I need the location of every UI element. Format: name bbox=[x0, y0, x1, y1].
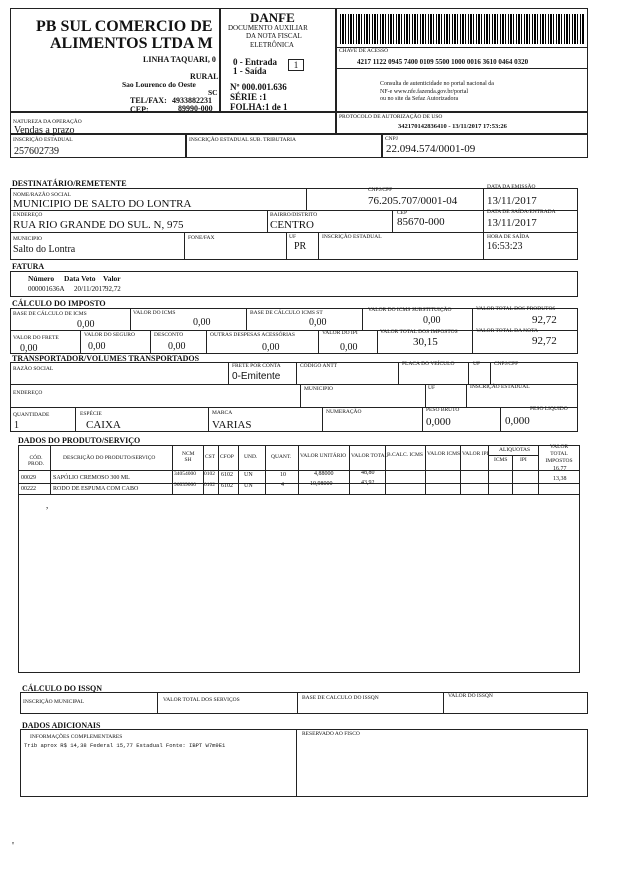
col-qtd: QUANT. bbox=[271, 454, 292, 460]
danfe-tipo-box: 1 bbox=[288, 59, 304, 71]
emitente-uf: SC bbox=[208, 88, 218, 97]
bc-st-value: 0,00 bbox=[309, 317, 327, 328]
col-vipi: VALOR IPI bbox=[462, 451, 489, 457]
danfe-title: DANFE bbox=[250, 10, 295, 25]
col-aliq-ipi: IPI bbox=[520, 457, 527, 463]
issqn-bc-label: BASE DE CALCULO DO ISSQN bbox=[302, 695, 379, 701]
natureza-value: Vendas a prazo bbox=[14, 125, 75, 136]
stray-mark: , bbox=[46, 500, 49, 510]
dest-nome-value: MUNICIPIO DE SALTO DO LONTRA bbox=[13, 198, 192, 210]
bc-icms-value: 0,00 bbox=[77, 319, 95, 330]
chave-value: 4217 1122 0945 7400 0109 5500 1000 0016 3610 0464 0320 bbox=[357, 58, 529, 66]
emitente-cep-label: CEP: bbox=[130, 105, 149, 114]
transp-endereco-label: ENDEREÇO bbox=[13, 390, 43, 396]
dest-emissao-value: 13/11/2017 bbox=[487, 195, 537, 207]
adicionais-fisco-label: RESERVADO AO FISCO bbox=[302, 731, 360, 737]
transp-frete-value: 0-Emitente bbox=[232, 371, 281, 382]
col-vtotimp: VALOR TOTAL IMPOSTOS bbox=[545, 444, 573, 465]
transp-razao-label: RAZÃO SOCIAL bbox=[13, 366, 54, 372]
protocolo-label: PROTOCOLO DE AUTORIZAÇÃO DE USO bbox=[339, 114, 443, 120]
transp-qtd-label: QUANTIDADE bbox=[13, 412, 50, 418]
transp-ie-label: INSCRIÇÃO ESTADUAL bbox=[470, 384, 530, 390]
transp-num-label: NUMERAÇÃO bbox=[326, 409, 362, 415]
frete-value: 0,00 bbox=[20, 343, 38, 354]
col-aliq-icms: ICMS bbox=[494, 457, 508, 463]
dest-uf-label: UF bbox=[289, 234, 297, 240]
transp-section-title: TRANSPORTADOR/VOLUMES TRANSPORTADOS bbox=[12, 354, 200, 363]
desconto-label: DESCONTO bbox=[154, 332, 184, 338]
row2-imp: 13,38 bbox=[553, 476, 567, 482]
outras-label: OUTRAS DESPESAS ACESSÓRIAS bbox=[210, 332, 295, 338]
ipi-label: VALOR DO IPI bbox=[322, 330, 358, 336]
row1-qtd: 10 bbox=[280, 472, 286, 478]
dest-cnpj-value: 76.205.707/0001-04 bbox=[368, 195, 458, 207]
dest-bairro-value: CENTRO bbox=[270, 219, 314, 231]
transp-qtd-value: 1 bbox=[14, 420, 19, 431]
natureza-label: NATUREZA DA OPERAÇÃO bbox=[13, 119, 82, 125]
col-vunit: VALOR UNITÁRIO bbox=[300, 453, 347, 459]
col-cst: CST bbox=[205, 454, 216, 460]
frete-label: VALOR DO FRETE bbox=[13, 335, 59, 341]
tot-imp-value: 30,15 bbox=[413, 336, 438, 348]
dest-ie-label: INSCRIÇÃO ESTADUAL bbox=[322, 234, 382, 240]
v-icms-value: 0,00 bbox=[193, 317, 211, 328]
dest-endereco-label: ENDEREÇO bbox=[13, 212, 43, 218]
danfe-numero: Nº 000.001.636 bbox=[230, 82, 287, 92]
transp-marca-label: MARCA bbox=[212, 410, 233, 416]
dest-hora-label: HORA DE SAÍDA bbox=[487, 234, 530, 240]
tot-nota-label: VALOR TOTAL DA NOTA bbox=[476, 328, 539, 334]
barcode-image bbox=[340, 14, 585, 44]
row2-cod: 00222 bbox=[21, 486, 36, 492]
transp-uf-label: UF bbox=[473, 361, 481, 367]
produtos-section-title: DADOS DO PRODUTO/SERVIÇO bbox=[18, 436, 141, 445]
fatura-venc: 20/11/2017 bbox=[74, 285, 106, 293]
v-st-value: 0,00 bbox=[423, 315, 441, 326]
transp-uf2-label: UF bbox=[428, 385, 436, 391]
imposto-section-title: CÁLCULO DO IMPOSTO bbox=[12, 299, 106, 308]
v-prod-value: 92,72 bbox=[532, 314, 557, 326]
consulta-line-3: ou no site da Sefaz Autorizadora bbox=[380, 96, 459, 102]
ie-st-label: INSCRIÇÃO ESTADUAL SUB. TRIBUTARIA bbox=[189, 137, 296, 143]
ie-value: 257602739 bbox=[14, 146, 59, 157]
emitente-telfax: 4933882231 bbox=[172, 96, 212, 105]
col-cod: CÓD. PROD. bbox=[27, 455, 45, 467]
outras-value: 0,00 bbox=[262, 342, 280, 353]
v-prod-label: VALOR TOTAL DOS PRODUTOS bbox=[476, 306, 556, 312]
issqn-section-title: CÁLCULO DO ISSQN bbox=[22, 684, 103, 693]
transp-bruto-label: PESO BRUTO bbox=[426, 407, 460, 413]
fatura-numero: 000001636A bbox=[28, 285, 65, 293]
col-cfop: CFOP bbox=[220, 454, 234, 460]
transp-placa-label: PLACA DO VEÍCULO bbox=[402, 361, 455, 367]
row2-cfop: 6102 bbox=[221, 483, 233, 489]
transp-marca-value: VARIAS bbox=[212, 419, 252, 431]
transp-liquido-value: 0,000 bbox=[505, 415, 530, 427]
row2-cst: 0102 bbox=[204, 482, 215, 488]
dest-nome-label: NOME/RAZÃO SOCIAL bbox=[13, 192, 71, 198]
row2-vtot: 43,92 bbox=[361, 480, 375, 486]
row1-cod: 00029 bbox=[21, 475, 36, 481]
row2-desc: RODO DE ESPUMA COM CABO bbox=[53, 486, 139, 492]
transp-liquido-label: PESO LIQUIDO bbox=[530, 406, 568, 412]
transp-especie-label: ESPÉCIE bbox=[80, 411, 102, 417]
danfe-folha: FOLHA:1 de 1 bbox=[230, 102, 288, 112]
adicionais-section-title: DADOS ADICIONAIS bbox=[22, 721, 101, 730]
danfe-subtitle-3: ELETRÔNICA bbox=[250, 41, 294, 49]
destinatario-section-title: DESTINATÁRIO/REMETENTE bbox=[12, 179, 127, 188]
emitente-telfax-label: TEL/FAX: bbox=[130, 96, 167, 105]
emitente-cep: 89990-000 bbox=[178, 104, 213, 113]
row2-vunit: 10,98000 bbox=[310, 481, 333, 487]
emitente-bairro: RURAL bbox=[190, 72, 219, 81]
dest-saida-value: 13/11/2017 bbox=[487, 217, 537, 229]
tot-nota-value: 92,72 bbox=[532, 335, 557, 347]
transp-bruto-value: 0,000 bbox=[426, 416, 451, 428]
fatura-valor: 92,72 bbox=[105, 285, 121, 293]
tot-imp-label: VALOR TOTAL DOS IMPOSTOS bbox=[380, 329, 458, 335]
dest-uf-value: PR bbox=[294, 241, 307, 252]
row1-ncm: 34054000 bbox=[174, 471, 196, 477]
row2-qtd: 4 bbox=[281, 482, 284, 488]
row1-desc: SAPÓLIO CREMOSO 300 ML bbox=[53, 475, 130, 481]
row1-vtot: 48,80 bbox=[361, 470, 375, 476]
fatura-header-numero: Número bbox=[28, 274, 55, 283]
dest-hora-value: 16:53:23 bbox=[487, 241, 523, 252]
bc-st-label: BASE DE CÁLCULO ICMS ST bbox=[250, 310, 323, 316]
danfe-serie: SÉRIE :1 bbox=[230, 92, 267, 102]
ie-label: INSCRIÇÃO ESTADUAL bbox=[13, 137, 73, 143]
seguro-value: 0,00 bbox=[88, 341, 106, 352]
emitente-name-line2: ALIMENTOS LTDA M bbox=[50, 35, 213, 52]
transp-cnpj-label: CNPJ/CPF bbox=[494, 361, 519, 367]
dest-cep-label: CEP bbox=[397, 210, 408, 216]
consulta-line-1: Consulta de autenticidade no portal nacional da bbox=[380, 81, 494, 87]
dest-saida-label: DATA DE SAÍDA/ENTRADA bbox=[487, 209, 556, 215]
col-un: UND. bbox=[244, 454, 258, 460]
dest-municipio-label: MUNICIPIO bbox=[13, 236, 43, 242]
desconto-value: 0,00 bbox=[168, 341, 186, 352]
emitente-address: LINHA TAQUARI, 0 bbox=[143, 55, 216, 64]
dest-cnpj-label: CNPJ/CPF bbox=[368, 187, 393, 193]
transp-especie-value: CAIXA bbox=[86, 419, 121, 431]
row1-imp: 16,77 bbox=[553, 466, 567, 472]
dest-cep-value: 85670-000 bbox=[397, 216, 445, 228]
consulta-line-2: NF-e www.nfe.fazenda.gov.br/portal bbox=[380, 89, 469, 95]
cnpj-emit-label: CNPJ bbox=[385, 136, 398, 142]
danfe-saida: 1 - Saída bbox=[233, 66, 267, 76]
row2-ncm: 96039000 bbox=[174, 482, 196, 488]
chave-label: CHAVE DE ACESSO bbox=[339, 48, 389, 54]
fatura-section-title: FATURA bbox=[12, 262, 45, 271]
ipi-value: 0,00 bbox=[340, 342, 358, 353]
col-desc: DESCRIÇÃO DO PRODUTO/SERVIÇO bbox=[63, 455, 156, 461]
v-icms-label: VALOR DO ICMS bbox=[133, 310, 176, 316]
col-bc: B.CALC. ICMS bbox=[387, 452, 423, 458]
danfe-subtitle-1: DOCUMENTO AUXILIAR bbox=[228, 24, 308, 32]
dest-fone-label: FONE/FAX bbox=[188, 235, 215, 241]
danfe-entrada: 0 - Entrada bbox=[233, 57, 278, 67]
row1-vunit: 4,88000 bbox=[314, 471, 334, 477]
dest-emissao-label: DATA DA EMISSÃO bbox=[487, 184, 536, 190]
col-vicms: VALOR ICMS bbox=[427, 451, 461, 457]
emitente-city: Sao Lourenco do Oeste bbox=[122, 80, 196, 89]
seguro-label: VALOR DO SEGURO bbox=[84, 332, 135, 338]
v-st-label: VALOR DO ICMS SUBSTITUIÇÃO bbox=[368, 307, 452, 313]
fatura-header-venc: Data Veto bbox=[64, 274, 96, 283]
stray-mark: ' bbox=[12, 840, 14, 852]
protocolo-value: 342170142836410 - 13/11/2017 17:53:26 bbox=[398, 123, 507, 130]
row1-un: UN bbox=[244, 472, 253, 478]
dest-municipio-value: Salto do Lontra bbox=[13, 244, 76, 255]
cnpj-emit-value: 22.094.574/0001-09 bbox=[386, 143, 476, 155]
row1-cst: 0102 bbox=[204, 471, 215, 477]
dest-bairro-label: BAIRRO/DISTRITO bbox=[270, 212, 318, 218]
fatura-header-valor: Valor bbox=[103, 274, 121, 283]
emitente-name-line1: PB SUL COMERCIO DE bbox=[36, 18, 213, 35]
bc-icms-label: BASE DE CÁLCULO DE ICMS bbox=[13, 311, 87, 317]
transp-municipio-label: MUNICIPIO bbox=[304, 386, 334, 392]
row1-cfop: 6102 bbox=[221, 472, 233, 478]
issqn-vserv-label: VALOR TOTAL DOS SERVIÇOS bbox=[163, 697, 240, 703]
danfe-subtitle-2: DA NOTA FISCAL bbox=[246, 32, 302, 40]
adicionais-inf-value: Trib aprox R$ 14,38 Federal 15,77 Estadual Fonte: IBPT W7m9E1 bbox=[24, 742, 226, 749]
transp-antt-label: CÓDIGO ANTT bbox=[300, 363, 338, 369]
row2-un: UN bbox=[244, 483, 253, 489]
issqn-v-label: VALOR DO ISSQN bbox=[448, 693, 493, 699]
col-aliq: ALIQUOTAS bbox=[499, 447, 531, 453]
dest-endereco-value: RUA RIO GRANDE DO SUL. N, 975 bbox=[13, 219, 184, 231]
col-vtot: VALOR TOTAL bbox=[351, 453, 388, 459]
adicionais-inf-label: INFORMAÇÕES COMPLEMENTARES bbox=[30, 734, 123, 740]
transp-frete-label: FRETE POR CONTA bbox=[232, 363, 281, 369]
issqn-im-label: INSCRIÇÃO MUNICIPAL bbox=[23, 699, 85, 705]
col-ncm: NCM SH bbox=[182, 451, 195, 463]
